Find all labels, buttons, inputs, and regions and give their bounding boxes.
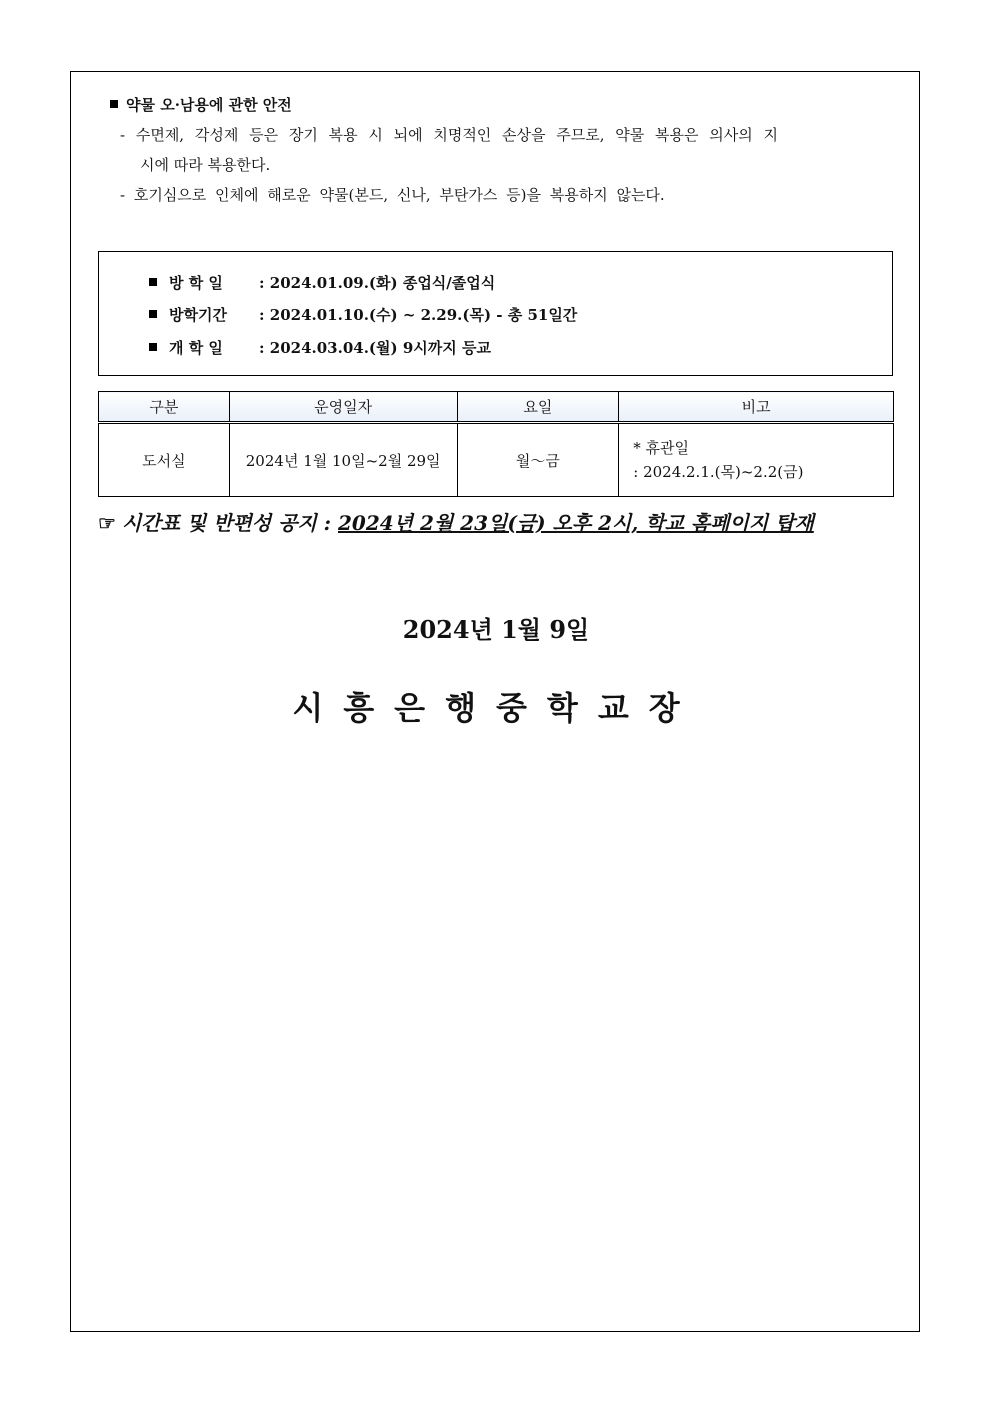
safety-line-3: - 호기심으로 인체에 해로운 약물(본드, 신나, 부탄가스 등)을 복용하지 않는다. <box>120 186 665 204</box>
table-header-row <box>99 392 894 423</box>
schedule-value: : 2024.01.09.(화) 종업식/졸업식 <box>259 274 496 292</box>
schedule-value: : 2024.01.10.(수) ~ 2.29.(목) - 총 51일간 <box>259 306 578 324</box>
note-line-2: : 2024.2.1.(목)~2.2(금) <box>633 463 804 481</box>
square-bullet-icon <box>149 310 157 318</box>
issue-date: 2024년 1월 9일 <box>402 615 590 644</box>
header-dates: 운영일자 <box>229 392 457 423</box>
square-bullet-icon <box>149 343 157 351</box>
schedule-label: 방학기간 <box>169 306 227 324</box>
pointing-hand-icon: ☞ <box>98 511 116 535</box>
vacation-schedule-box <box>98 251 893 376</box>
cell-days: 월～금 <box>457 423 619 497</box>
cell-category: 도서실 <box>99 423 230 497</box>
header-note: 비고 <box>619 392 894 423</box>
table-row <box>99 423 894 497</box>
schedule-row-reopen <box>149 337 491 358</box>
schedule-label: 방 학 일 <box>169 274 223 292</box>
safety-line-2: 시에 따라 복용한다. <box>140 156 271 174</box>
schedule-row-period <box>149 304 577 325</box>
safety-line-1: - 수면제, 각성제 등은 장기 복용 시 뇌에 치명적인 손상을 주므로, 약물 복용은 의사의 지 <box>120 126 779 144</box>
timetable-notice <box>98 507 814 536</box>
library-schedule-table <box>98 391 894 497</box>
schedule-value: : 2024.03.04.(월) 9시까지 등교 <box>259 339 491 357</box>
notice-lead: 시간표 및 반편성 공지 : <box>121 511 339 535</box>
header-days: 요일 <box>457 392 619 423</box>
square-bullet-icon <box>149 278 157 286</box>
note-line-1: * 휴관일 <box>633 439 689 457</box>
cell-note <box>619 423 894 497</box>
notice-detail: 2024년 2월 23일(금) 오후 2시, 학교 홈페이지 탑재 <box>338 511 814 535</box>
cell-dates: 2024년 1월 10일~2월 29일 <box>229 423 457 497</box>
header-category: 구분 <box>99 392 230 423</box>
schedule-label: 개 학 일 <box>169 339 223 357</box>
safety-heading <box>110 94 292 115</box>
principal-signature: 시흥은행중학교장 <box>292 689 700 727</box>
square-bullet-icon <box>110 100 118 108</box>
safety-title: 약물 오·남용에 관한 안전 <box>126 96 292 114</box>
schedule-row-start <box>149 272 495 293</box>
